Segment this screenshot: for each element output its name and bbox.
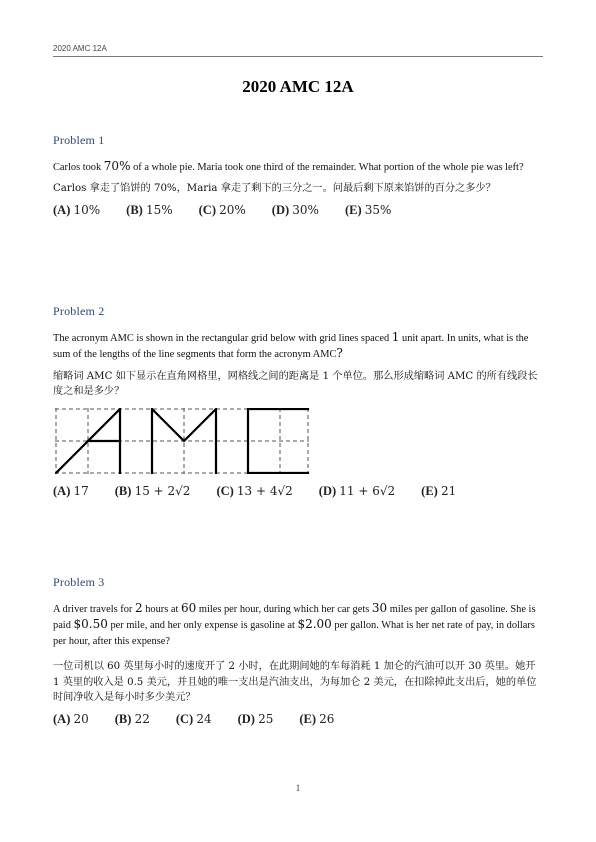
problem-title: Problem 3 — [53, 575, 105, 589]
choice-d — [319, 484, 395, 500]
choice-label: (C) — [216, 483, 234, 498]
text-segment: miles per hour, during which her car gets — [196, 603, 372, 615]
text-segment: per mile, and her only expense is gasoline at — [107, 620, 298, 631]
text-segment: per gallon. What is her net rate of pay, in dollars per hour, after this expense? — [53, 620, 535, 647]
choice-label: (A) — [53, 483, 71, 498]
choice-d — [272, 203, 319, 219]
choice-e — [299, 712, 334, 728]
choice-label: (D) — [318, 483, 337, 498]
choice-value: 20% — [219, 202, 246, 217]
choice-label: (E) — [421, 483, 438, 498]
choice-value: 22 — [134, 711, 150, 726]
answer-choices — [53, 203, 538, 219]
answer-choices — [53, 484, 538, 500]
problem-3 — [53, 575, 538, 727]
choice-value: 13 + 4√2 — [236, 483, 293, 498]
choice-value: 30% — [292, 202, 319, 217]
problem-title: Problem 1 — [53, 133, 105, 147]
page-number: 1 — [295, 783, 301, 793]
choice-c — [216, 484, 292, 500]
header-rule — [53, 56, 543, 57]
choice-b — [115, 484, 191, 500]
choice-a — [53, 203, 100, 219]
text-segment: Carlos took — [53, 161, 104, 173]
choice-e — [345, 203, 391, 219]
choice-value: 35% — [364, 202, 392, 217]
problem-text-en — [53, 601, 538, 650]
math-value: $2.00 — [297, 617, 332, 631]
choice-c — [199, 203, 246, 219]
choice-label: (E) — [299, 711, 317, 726]
text-segment: The acronym AMC is shown in the rectangular grid below with grid lines spaced — [53, 332, 392, 344]
choice-label: (C) — [175, 711, 194, 726]
letter-c — [248, 409, 308, 473]
choice-label: (B) — [114, 711, 132, 726]
choice-a — [53, 484, 89, 500]
problem-title: Problem 2 — [53, 304, 105, 318]
choice-label: (E) — [344, 202, 362, 217]
choice-a — [53, 712, 89, 728]
text-segment: miles per gallon of gasoline. She is paid — [53, 603, 536, 631]
math-value: 60 — [180, 600, 197, 615]
choice-value: 17 — [73, 483, 89, 498]
problem-text-zh: 一位司机以 60 英里每小时的速度开了 2 小时，在此期间她的车每消耗 1 加仑的汽油可以开 30 英里。她开 1 英里的收入是 0.5 美元，并且她的唯一支出是汽油支出，为每加仑 2 美元，在扣除掉此支出后，她的单位时间净收入是每小时多少美元？ — [53, 661, 537, 703]
choice-value: 26 — [319, 711, 335, 726]
choice-value: 20 — [73, 711, 89, 726]
choice-label: (C) — [198, 202, 216, 217]
problem-2 — [53, 304, 538, 499]
problem-text-en — [53, 159, 538, 176]
math-value: 30 — [371, 600, 388, 615]
choice-value: 15 + 2√2 — [134, 483, 191, 498]
amc-grid-figure — [55, 408, 311, 474]
choice-label: (A) — [53, 711, 71, 726]
text-segment: A driver travels for — [53, 603, 135, 615]
math-value: $0.50 — [73, 617, 108, 631]
math-value: 70% — [103, 158, 131, 173]
choice-c — [176, 712, 212, 728]
choice-b — [115, 712, 150, 728]
text-segment: of a whole pie. Maria took one third of the remainder. What portion of the whole pie was left? — [130, 161, 524, 173]
running-header: 2020 AMC 12A — [53, 44, 107, 53]
text-segment: hours at — [142, 603, 181, 615]
choice-label: (B) — [126, 202, 143, 217]
document-title: 2020 AMC 12A — [242, 77, 354, 96]
problem-text-zh: 缩略词 AMC 如下显示在直角网格里，网格线之间的距离是 1 个单位。那么形成缩略词 AMC 的所有线段长度之和是多少？ — [53, 370, 538, 397]
problem-text-en — [53, 330, 538, 363]
choice-value: 21 — [440, 483, 457, 498]
choice-value: 25 — [258, 711, 274, 726]
choice-b — [126, 203, 172, 219]
choice-value: 10% — [73, 202, 101, 217]
choice-value: 11 + 6√2 — [339, 483, 396, 498]
choice-label: (B) — [114, 483, 132, 498]
choice-label: (D) — [271, 202, 290, 217]
choice-label: (D) — [237, 711, 255, 726]
math-value: ? — [336, 346, 343, 360]
math-value: 1 — [391, 329, 400, 344]
problem-text-zh: Carlos 拿走了馅饼的 70%，Maria 拿走了剩下的三分之一。问最后剩下原来馅饼的百分之多少？ — [53, 183, 496, 194]
choice-d — [238, 712, 274, 728]
choice-value: 24 — [196, 711, 212, 726]
problem-1 — [53, 133, 538, 218]
choice-e — [421, 484, 456, 500]
answer-choices — [53, 712, 538, 728]
text-segment: unit apart. In units, what is the sum of the lengths of the line segments that form the acronym AMC — [53, 332, 529, 360]
math-value: 2 — [134, 600, 143, 615]
choice-value: 15% — [145, 202, 173, 217]
choice-label: (A) — [53, 202, 71, 217]
